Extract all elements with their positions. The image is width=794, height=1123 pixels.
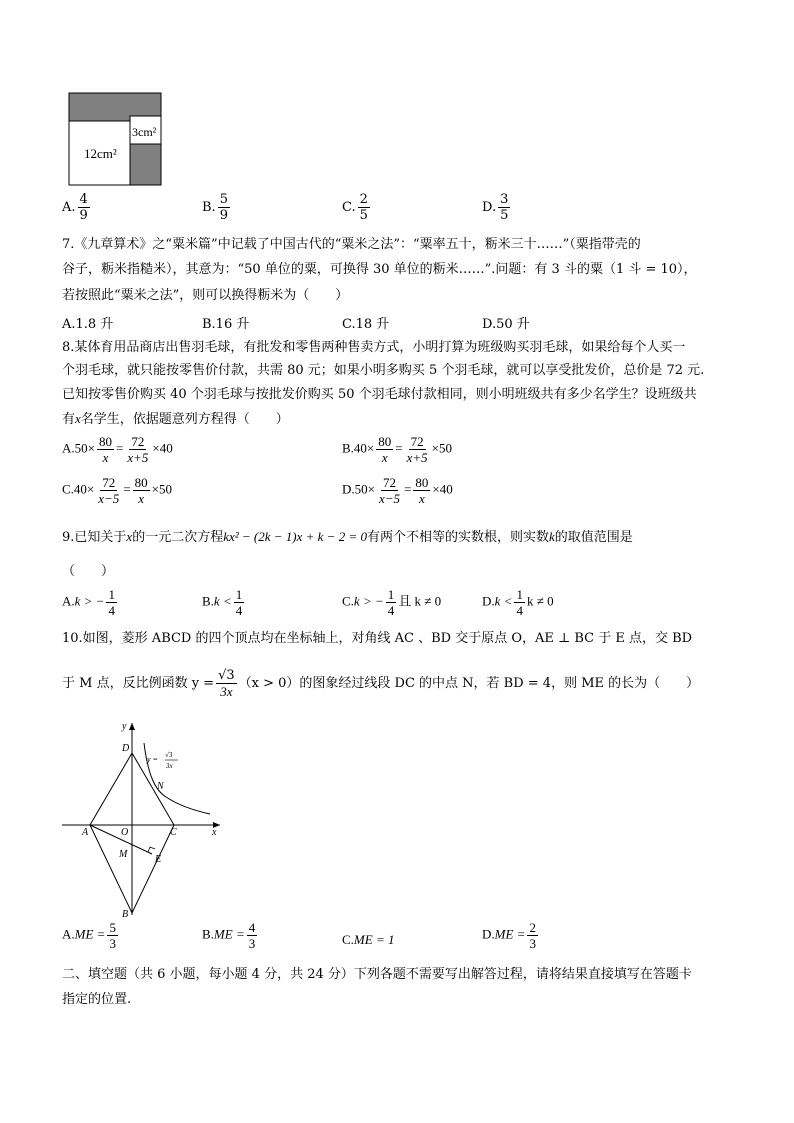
q8-line-4: 有x名学生，依据题意列方程得（ ）: [62, 411, 289, 427]
q9-equation: kx² − (2k − 1)x + k − 2 = 0: [223, 529, 367, 544]
function-label-den: 3x: [166, 762, 173, 770]
q6-option-c[interactable]: C. $\frac{2}{5}$: [342, 192, 368, 223]
q8-option-d[interactable]: D.50× $\frac{72}{x-5}$ = $\frac{80}{x}$ ×40: [342, 475, 453, 506]
q6-option-b[interactable]: B. $\frac{5}{9}$: [202, 192, 228, 223]
q9-option-b[interactable]: B.k < $\frac{1}{4}$: [202, 587, 243, 618]
point-label-o: O: [121, 827, 129, 838]
q7-option-c[interactable]: C.18 升: [342, 317, 390, 332]
point-label-m: M: [119, 849, 128, 860]
small-square-label: 3cm²: [132, 125, 157, 139]
axis-label-y: y: [122, 721, 127, 732]
q7-line-3: 若按照此“粟米之法”，则可以换得粝米为（ ）: [62, 288, 349, 303]
q6-option-a[interactable]: A. $\frac{4}{9}$: [62, 192, 88, 223]
q6-option-d[interactable]: D. $\frac{3}{5}$: [482, 192, 509, 223]
q7-option-a[interactable]: A.1.8 升: [62, 317, 114, 332]
function-label-lhs: y =: [147, 755, 158, 764]
function-label-num: √3: [165, 751, 173, 759]
q10-option-b[interactable]: B.ME = $\frac{4}{3}$: [202, 920, 256, 951]
axis-label-x: x: [212, 827, 217, 838]
q8-line-2: 个羽毛球，就只能按零售价付款，共需 80 元；如果小明多购买 5 个羽毛球，就可以享受批发价，总价是 72 元.: [62, 363, 705, 378]
q7-line-2: 谷子，粝米指糙米），其意为：“50 单位的粟，可换得 30 单位的粝米……”.问题：有 3 斗的粟（1 斗 = 10），: [62, 262, 697, 277]
q10-option-a[interactable]: A.ME = $\frac{5}{3}$: [62, 920, 116, 951]
q7-line-1: 7.《九章算术》之“粟米篇”中记载了中国古代的“粟米之法”：“粟率五十，粝米三十……”（粟指带壳的: [62, 237, 641, 252]
point-label-e: E: [155, 854, 162, 865]
y-axis-arrow: [129, 723, 135, 730]
q7-option-d[interactable]: D.50 升: [482, 317, 530, 332]
q8-line-1: 8.某体育用品商店出售羽毛球，有批发和零售两种售卖方式，小明打算为班级购买羽毛球，如果给每个人买一: [62, 340, 686, 355]
rhombus-figure: [60, 715, 230, 930]
section-2-line-1: 二、填空题（共 6 小题，每小题 4 分，共 24 分）下列各题不需要写出解答过程，请将结果直接填写在答题卡: [62, 967, 692, 982]
section-2-line-2: 指定的位置.: [62, 992, 132, 1007]
large-square-label: 12cm²: [84, 146, 117, 161]
point-label-n: N: [157, 781, 164, 792]
q7-option-b[interactable]: B.16 升: [202, 317, 250, 332]
right-angle-mark: [148, 847, 155, 852]
q9-option-d[interactable]: D.k < $\frac{1}{4}$ k ≠ 0: [482, 587, 554, 618]
point-label-a: A: [82, 827, 89, 838]
q10-line-1: 10.如图，菱形 ABCD 的四个顶点均在坐标轴上，对角线 AC 、BD 交于原点 O，AE ⊥ BC 于 E 点，交 BD: [62, 631, 693, 646]
q8-option-b[interactable]: B.40× $\frac{80}{x}$ = $\frac{72}{x+5}$ ×50: [342, 434, 452, 465]
inverse-function-curve: [144, 743, 210, 814]
point-label-d: D: [122, 743, 130, 754]
q9-line-1: 9.已知关于x的一元二次方程kx² − (2k − 1)x + k − 2 = 0有两个不相等的实数根，则实数k的取值范围是: [62, 529, 633, 545]
q8-option-a[interactable]: A.50× $\frac{80}{x}$ = $\frac{72}{x+5}$ ×40: [62, 434, 173, 465]
point-label-c: C: [170, 827, 177, 838]
squares-figure: [68, 92, 164, 186]
q9-paren: （ ）: [62, 564, 115, 579]
q9-option-c[interactable]: C.k > − $\frac{1}{4}$ 且 k ≠ 0: [342, 587, 442, 618]
q8-line-3: 已知按零售价购买 40 个羽毛球与按批发价购买 50 个羽毛球付款相同，则小明班级共有多少名学生？设班级共: [62, 387, 697, 402]
q10-option-d[interactable]: D.ME = $\frac{2}{3}$: [482, 920, 536, 951]
q10-option-c[interactable]: C.ME = 1: [342, 932, 395, 947]
point-label-b: B: [122, 909, 129, 920]
q8-option-c[interactable]: C.40× $\frac{72}{x-5}$ = $\frac{80}{x}$ ×50: [62, 475, 172, 506]
q10-line-2: 于 M 点，反比例函数 y = $\frac{√3}{3x}$ （x > 0）的图象经过线段 DC 的中点 N，若 BD = 4，则 ME 的长为（ ）: [62, 668, 700, 699]
q9-option-a[interactable]: A.k > − $\frac{1}{4}$: [62, 587, 115, 618]
